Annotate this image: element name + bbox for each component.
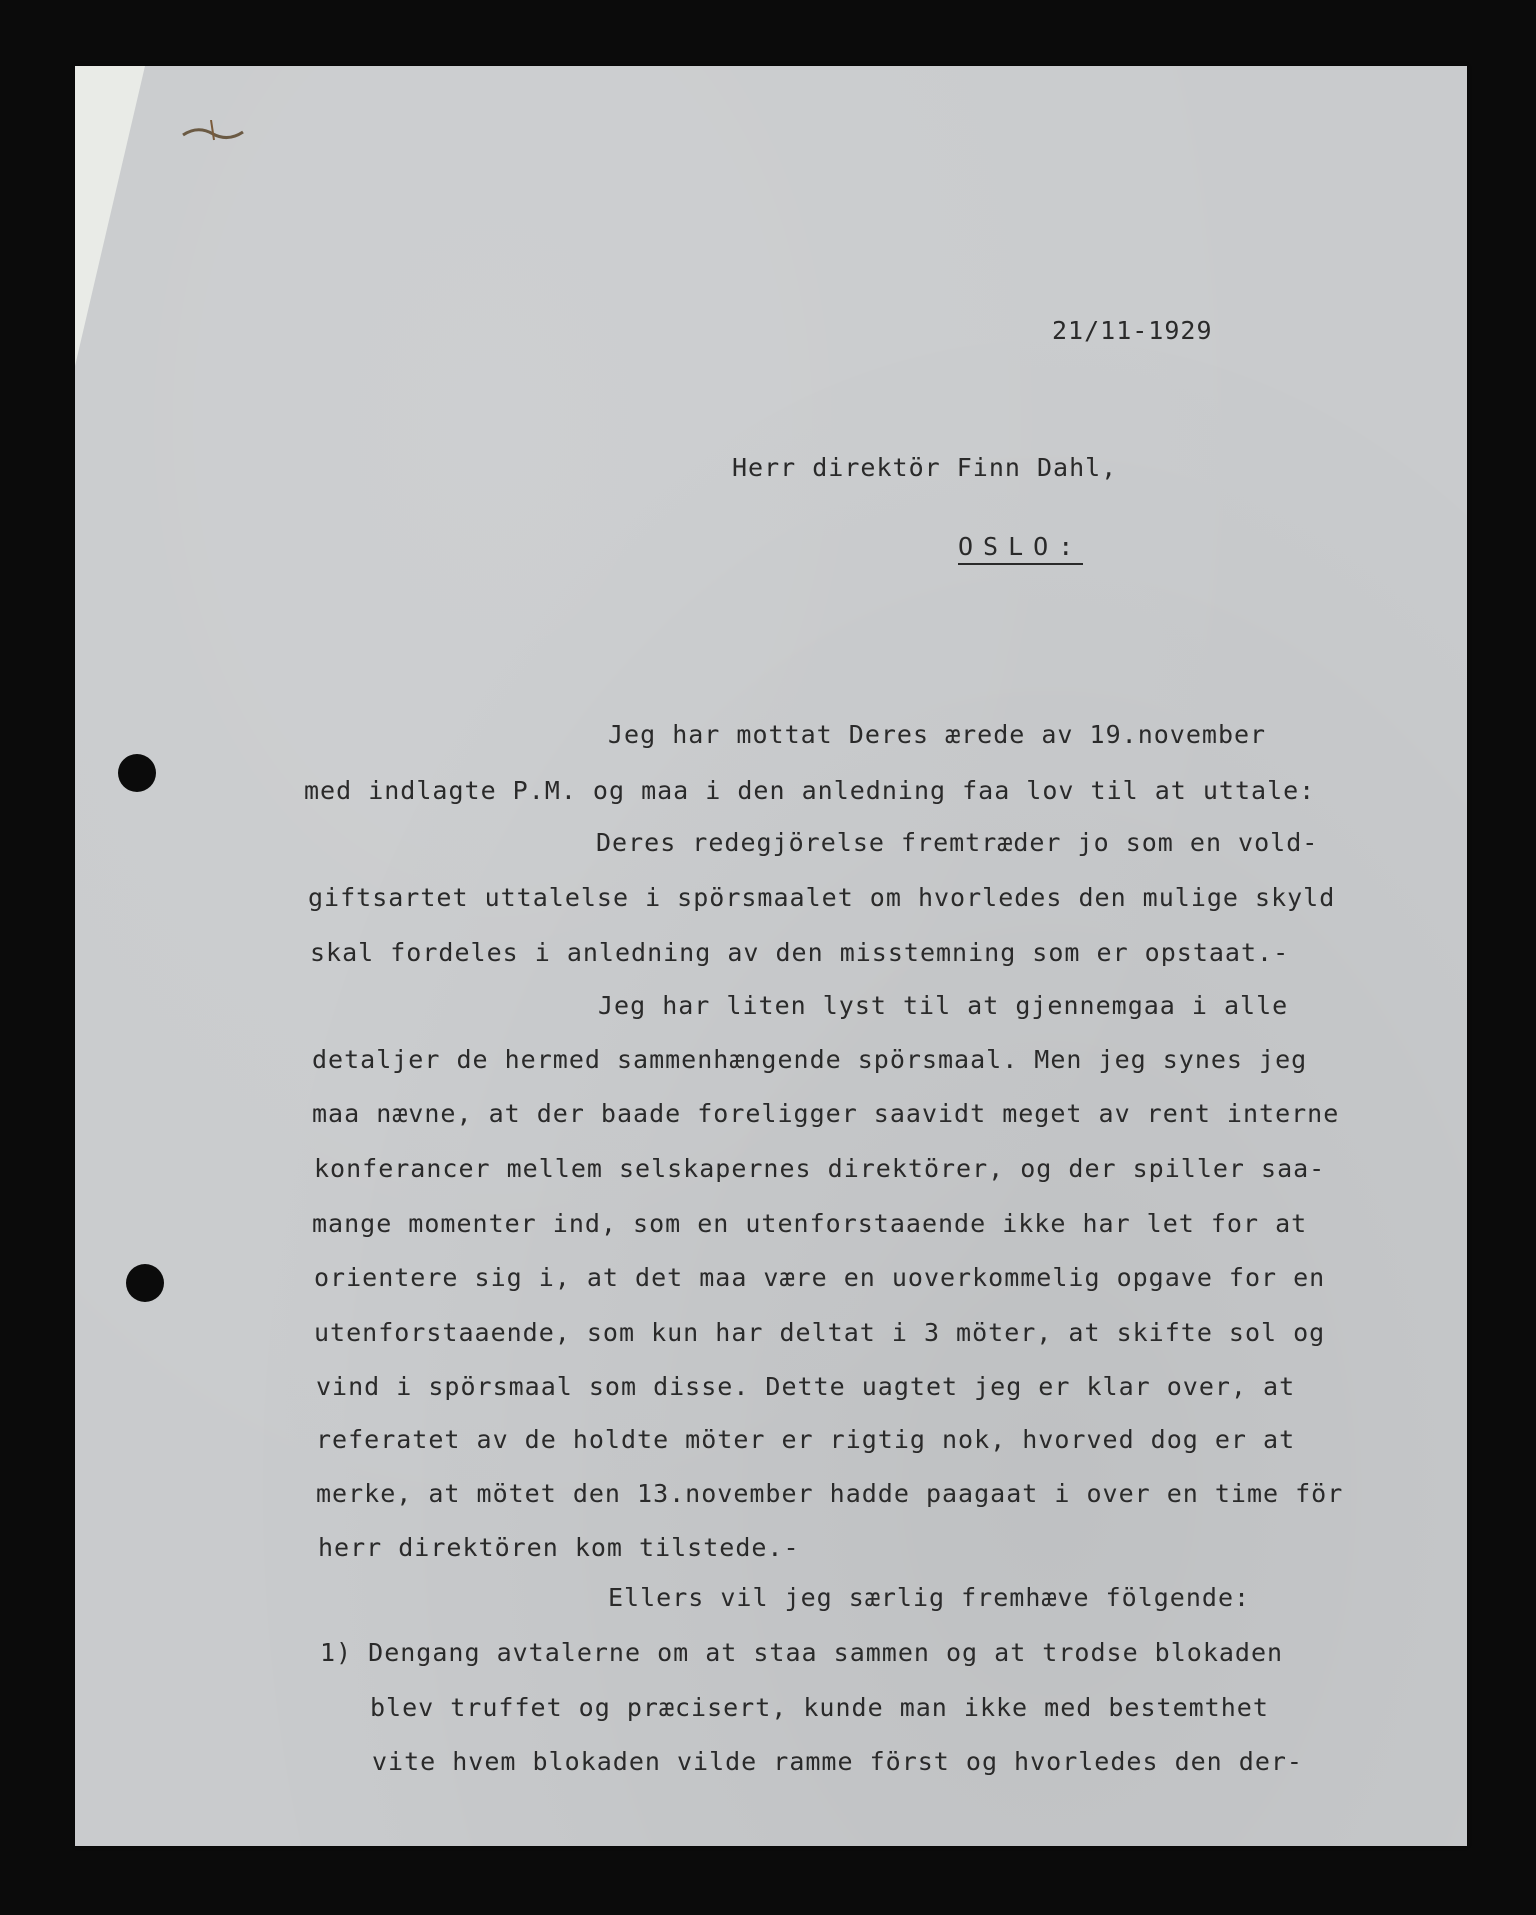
list-item-continuation: vite hvem blokaden vilde ramme först og hvorledes den der- [372, 1747, 1303, 1776]
body-line: referatet av de holdte möter er rigtig nok, hvorved dog er at [316, 1425, 1296, 1454]
body-line: mange momenter ind, som en utenforstaaende ikke har let for at [312, 1209, 1308, 1238]
body-line: orientere sig i, at det maa være en uoverkommelig opgave for en [314, 1263, 1326, 1292]
body-line: skal fordeles i anledning av den misstemning som er opstaat.- [310, 938, 1290, 967]
body-line: detaljer de hermed sammenhængende spörsmaal. Men jeg synes jeg [312, 1045, 1308, 1074]
body-line: utenforstaaende, som kun har deltat i 3 möter, at skifte sol og [314, 1318, 1326, 1347]
punch-hole [118, 754, 156, 792]
folded-corner [75, 66, 145, 366]
body-line: Jeg har mottat Deres ærede av 19.november [608, 720, 1267, 749]
body-line: Ellers vil jeg særlig fremhæve fölgende: [608, 1583, 1251, 1612]
body-line: konferancer mellem selskapernes direktörer, og der spiller saa- [314, 1154, 1326, 1183]
body-line: herr direktören kom tilstede.- [318, 1533, 800, 1562]
letter-date: 21/11-1929 [1052, 316, 1213, 345]
list-item-continuation: blev truffet og præcisert, kunde man ikke med bestemthet [370, 1693, 1269, 1722]
staple-mark-icon [178, 120, 248, 150]
body-line: med indlagte P.M. og maa i den anledning faa lov til at uttale: [304, 776, 1316, 805]
body-line: Jeg har liten lyst til at gjennemgaa i alle [598, 991, 1289, 1020]
body-line: maa nævne, at der baade foreligger saavidt meget av rent interne [312, 1099, 1340, 1128]
body-line: giftsartet uttalelse i spörsmaalet om hvorledes den mulige skyld [308, 883, 1336, 912]
body-line: Deres redegjörelse fremtræder jo som en vold- [596, 828, 1319, 857]
body-line: merke, at mötet den 13.november hadde paagaat i over en time för [316, 1479, 1344, 1508]
recipient-line: Herr direktör Finn Dahl, [732, 453, 1118, 482]
recipient-city: OSLO: [958, 534, 1083, 565]
body-line: vind i spörsmaal som disse. Dette uagtet jeg er klar over, at [316, 1372, 1296, 1401]
list-item: 1) Dengang avtalerne om at staa sammen og at trodse blokaden [320, 1638, 1284, 1667]
punch-hole [126, 1264, 164, 1302]
